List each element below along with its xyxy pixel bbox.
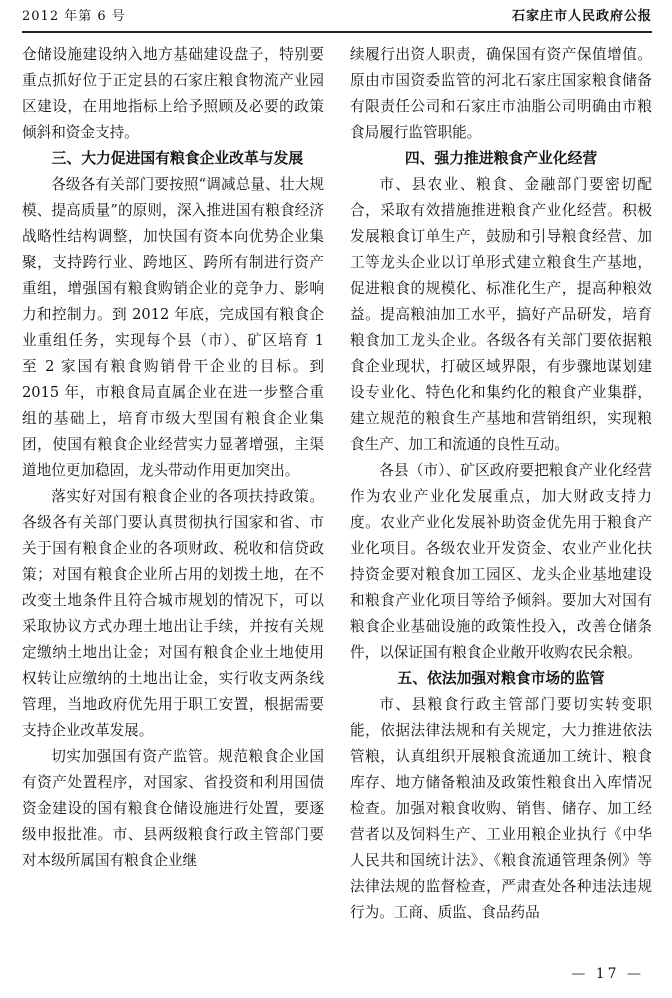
paragraph: 各级各有关部门要按照“调减总量、壮大规模、提高质量”的原则，深入推进国有粮食经济战略性结构调整，加快国有资本向优势企业集聚，支持跨行业、跨地区、跨所有制进行资产重组，增强国有粮食购销企业的竞争力、影响力和控制力。到 2012 年底，完成国有粮食企业重组任务，实现每个县（市）、矿区培育 1 至 2 家国有粮食购销骨干企业的目标。到 2015 年，市粮食局直属企业在进一步整合重组的基础上，培育市级大型国有粮食企业集团，使国有粮食企业经营实力显著增强，主渠道地位更加稳固，龙头带动作用更加突出。	[22, 176, 324, 479]
paragraph: 切实加强国有资产监管。规范粮食企业国有资产处置程序，对国家、省投资和利用国债资金建设的国有粮食仓储设施进行处置，要逐级申报批准。市、县两级粮食行政主管部门要对本级所属国有粮食企业继	[22, 748, 324, 869]
paragraph: 续履行出资人职责，确保国有资产保值增值。原由市国资委监管的河北石家庄国家粮食储备有限责任公司和石家庄市油脂公司明确由市粮食局履行监管职能。	[350, 46, 652, 141]
publication-title: 石家庄市人民政府公报	[511, 9, 652, 24]
paragraph: 市、县粮食行政主管部门要切实转变职能，依据法律法规和有关规定，大力推进依法管粮，认真组织开展粮食流通加工统计、粮食库存、地方储备粮油及政策性粮食出入库情况检查。加强对粮食收购、销售、储存、加工经营者以及饲料生产、工业用粮企业执行《中华人民共和国统计法》、《粮食流通管理条例》等法律法规的监督检查，严肃查处各种违法违规行为。工商、质监、食品药品	[350, 696, 652, 921]
header-rule	[22, 31, 652, 33]
paragraph: 仓储设施建设纳入地方基础建设盘子，特别要重点抓好位于正定县的石家庄粮食物流产业园区建设，在用地指标上给予照顾及必要的政策倾斜和资金支持。	[22, 46, 324, 141]
issue-label: 2012 年第 6 号	[22, 9, 126, 24]
section-heading-4: 四、强力推进粮食产业化经营	[404, 150, 598, 167]
paragraph: 各县（市）、矿区政府要把粮食产业化经营作为农业产业化发展重点，加大财政支持力度。农业产业化发展补助资金优先用于粮食产业化项目。各级农业开发资金、农业产业化扶持资金要对粮食加工园区、龙头企业基地建设和粮食产业化项目等给予倾斜。要加大对国有粮食企业基础设施的政策性投入，改善仓储条件，以保证国有粮食企业敞开收购农民余粮。	[350, 462, 652, 661]
paragraph: 落实好对国有粮食企业的各项扶持政策。各级各有关部门要认真贯彻执行国家和省、市关于国有粮食企业的各项财政、税收和信贷政策；对国有粮食企业所占用的划拨土地，在不改变土地条件且符合城市规划的情况下，可以采取协议方式办理土地出让手续，并按有关规定缴纳土地出让金；对国有粮食企业土地使用权转让应缴纳的土地出让金，实行收支两条线管理，当地政府优先用于职工安置，根据需要支持企业改革发展。	[22, 488, 324, 739]
paragraph: 市、县农业、粮食、金融部门要密切配合，采取有效措施推进粮食产业化经营。积极发展粮食订单生产，鼓励和引导粮食经营、加工等龙头企业以订单形式建立粮食生产基地，促进粮食的规模化、标准化生产，提高种粮效益。提高粮油加工水平，搞好产品研发，培育粮食加工龙头企业。各级各有关部门要依据粮食企业现状，打破区域界限，有步骤地谋划建设专业化、特色化和集约化的粮食产业集群，建立规范的粮食生产基地和营销组织，实现粮食生产、加工和流通的良性互动。	[350, 176, 652, 453]
footer-dash-left: —	[571, 966, 589, 982]
section-heading-3: 三、大力促进国有粮食企业改革与发展	[51, 150, 304, 167]
left-column	[22, 42, 324, 874]
page-number: 17	[595, 966, 620, 982]
page-footer	[571, 966, 644, 982]
page-header	[22, 6, 652, 28]
right-column	[350, 42, 652, 926]
section-heading-5: 五、依法加强对粮食市场的监管	[397, 670, 605, 687]
footer-dash-right: —	[627, 966, 644, 982]
